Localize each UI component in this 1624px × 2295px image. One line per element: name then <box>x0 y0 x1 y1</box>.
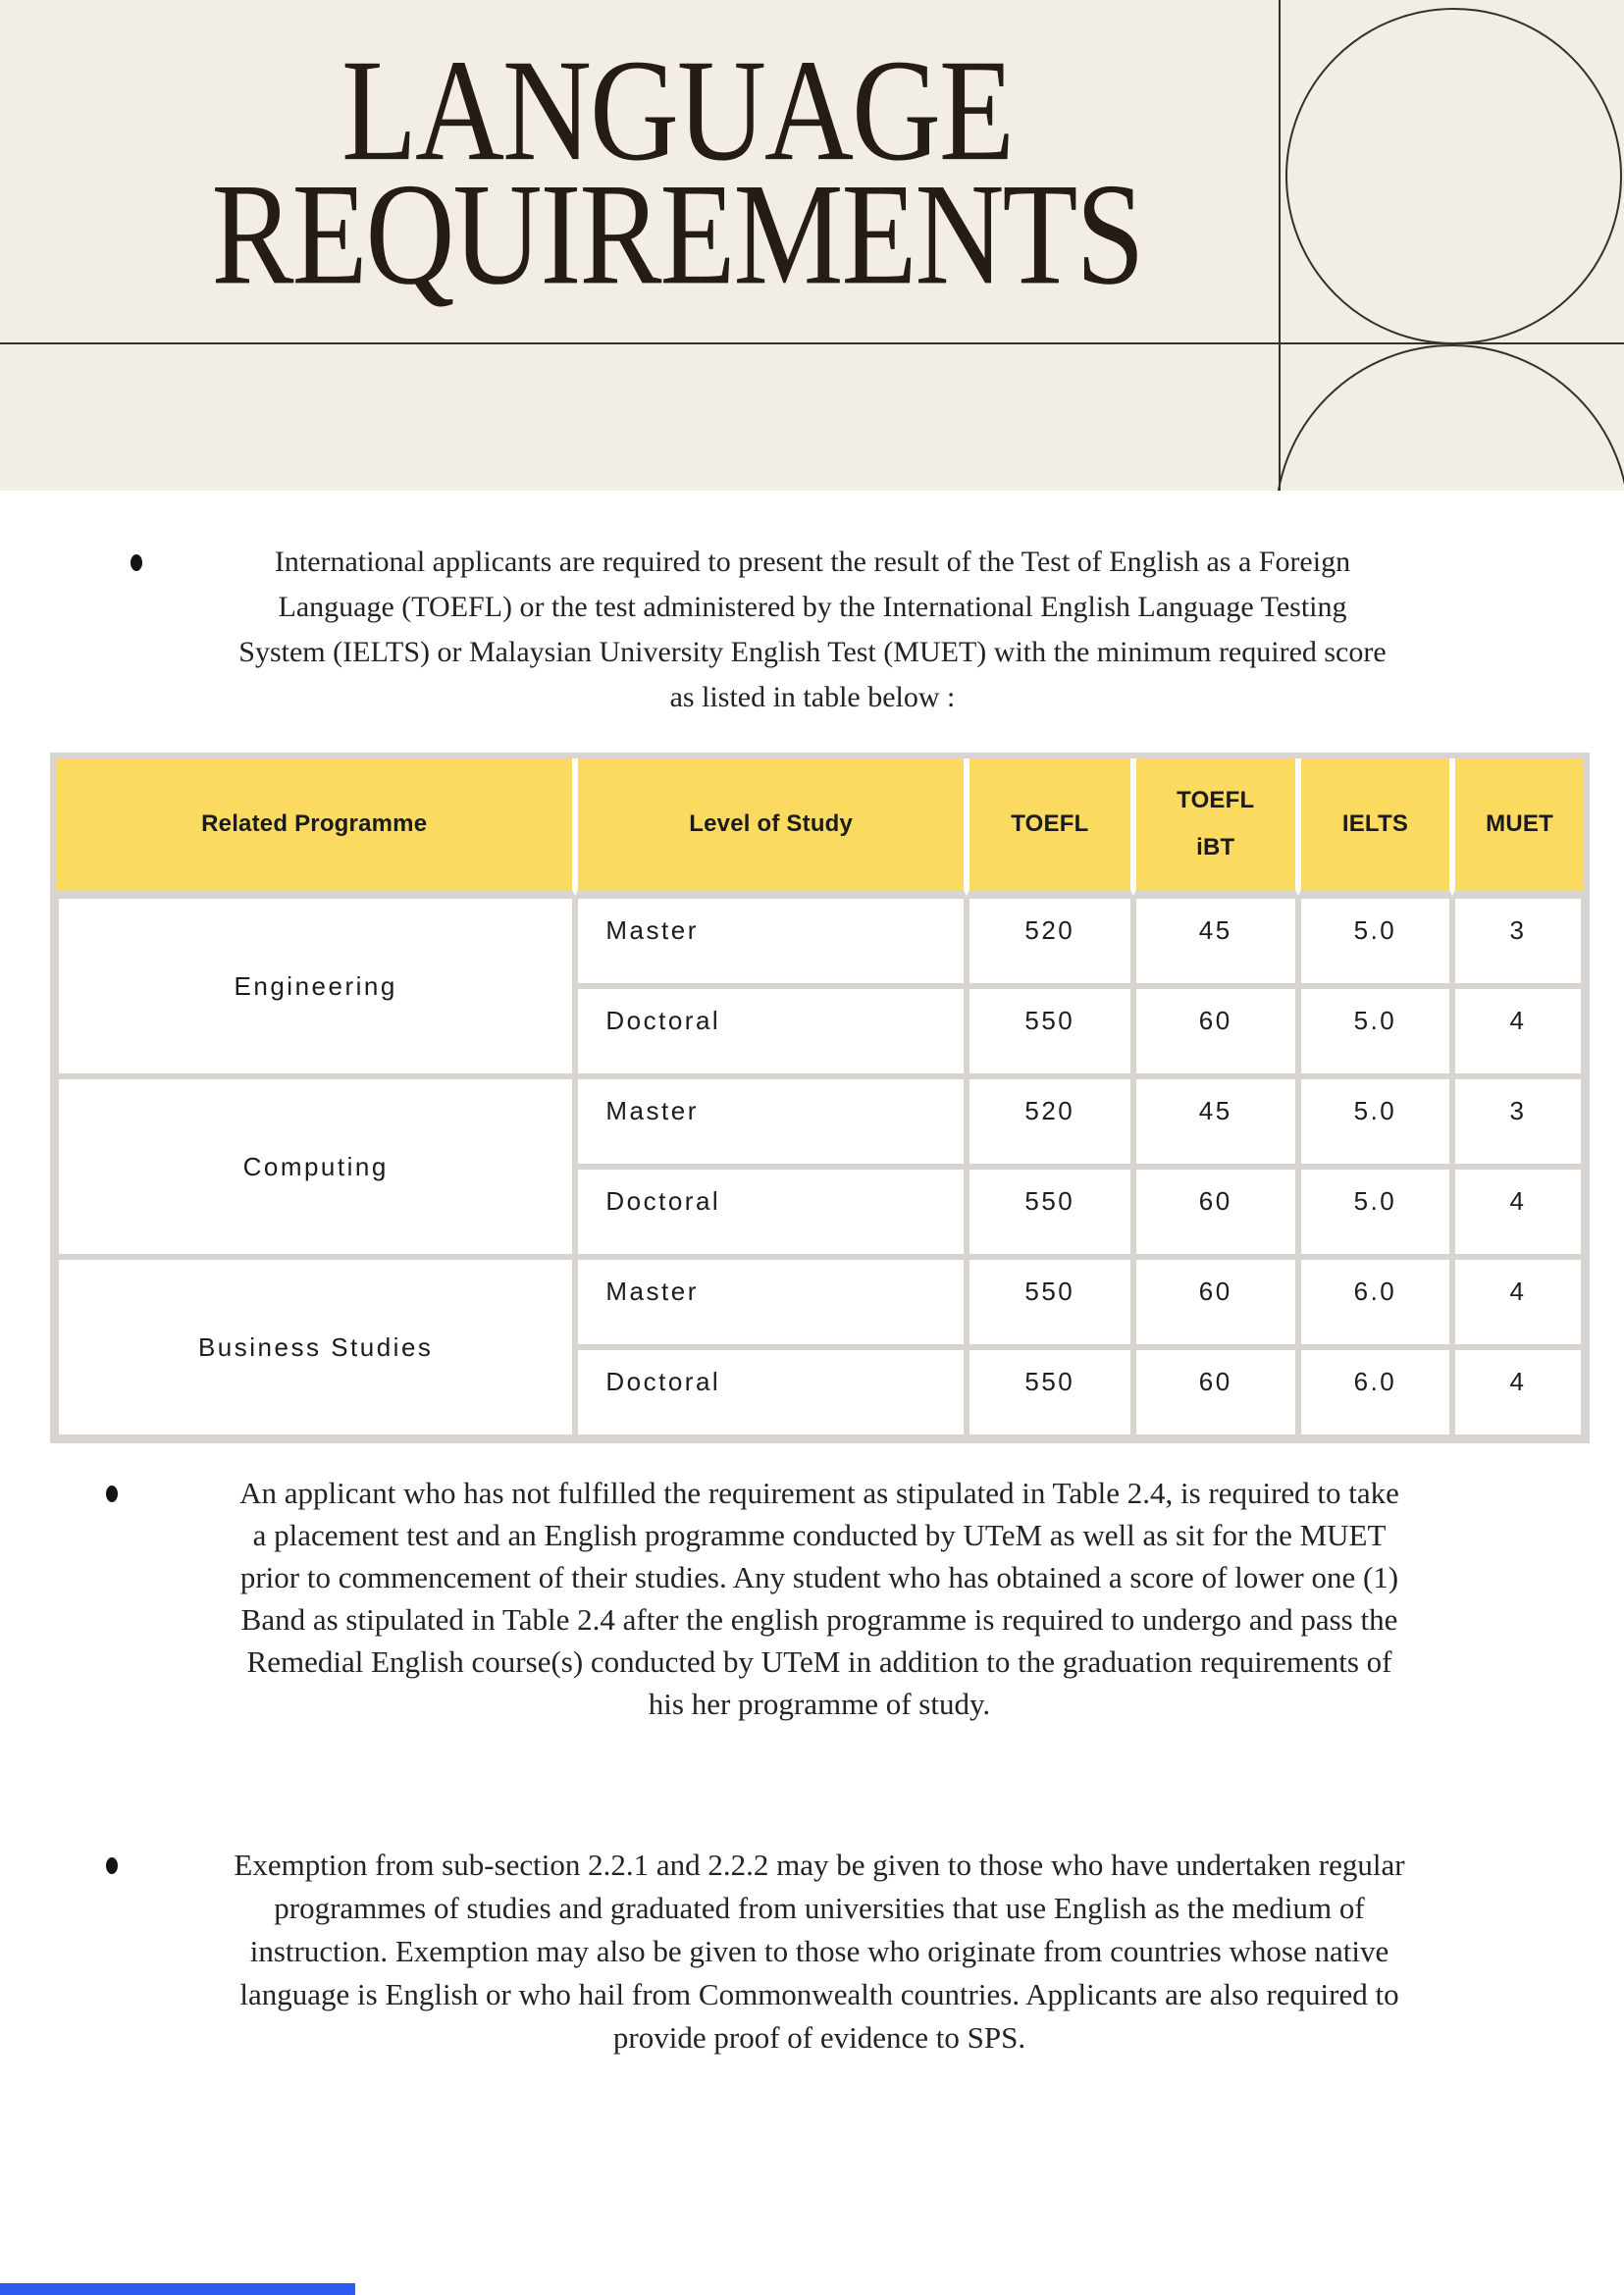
cell-ielts: 6.0 <box>1298 1347 1452 1437</box>
cell-muet: 4 <box>1452 986 1584 1076</box>
cell-level: Master <box>575 896 967 986</box>
cell-programme: Computing <box>56 1076 575 1257</box>
header-toefl-ibt-line2: iBT <box>1196 834 1235 861</box>
cell-toefl: 520 <box>967 896 1133 986</box>
cell-toefl-ibt: 60 <box>1133 1347 1298 1437</box>
cell-toefl: 550 <box>967 986 1133 1076</box>
paragraph-line: instruction. Exemption may also be given to those who originate from countries whose native <box>249 1934 1389 1968</box>
cell-ielts: 5.0 <box>1298 1076 1452 1167</box>
paragraph-line: Language (TOEFL) or the test administered by the International English Language Testing <box>278 591 1347 623</box>
cell-toefl-ibt: 45 <box>1133 1076 1298 1167</box>
header-toefl-ibt-line1: TOEFL <box>1177 787 1255 813</box>
cell-toefl-ibt: 45 <box>1133 896 1298 986</box>
header-ielts: IELTS <box>1298 758 1452 896</box>
footer-accent-bar <box>0 2283 355 2295</box>
cell-toefl-ibt: 60 <box>1133 1257 1298 1347</box>
paragraph-line: Exemption from sub-section 2.2.1 and 2.2.2 may be given to those who have undertaken regular <box>234 1848 1405 1882</box>
table-row <box>56 896 1584 986</box>
intro-paragraph <box>116 540 1509 720</box>
paragraph-line: provide proof of evidence to SPS. <box>612 2020 1026 2055</box>
language-requirements-table <box>56 758 1584 1437</box>
paragraph-line: Remedial English course(s) conducted by UTeM in addition to the graduation requirements of <box>246 1644 1392 1679</box>
page-title <box>0 30 1354 316</box>
placement-paragraph <box>93 1472 1545 1725</box>
requirements-table-container <box>50 753 1590 1443</box>
table-header-row <box>56 758 1584 896</box>
table-row <box>56 1076 1584 1167</box>
paragraph-line: International applicants are required to present the result of the Test of English as a Foreign <box>274 546 1351 578</box>
cell-level: Doctoral <box>575 986 967 1076</box>
cell-ielts: 5.0 <box>1298 896 1452 986</box>
cell-ielts: 5.0 <box>1298 986 1452 1076</box>
paragraph-line: as listed in table below : <box>669 681 956 713</box>
paragraph-line: programmes of studies and graduated from universities that use English as the medium of <box>274 1891 1365 1925</box>
cell-toefl: 550 <box>967 1347 1133 1437</box>
cell-muet: 3 <box>1452 896 1584 986</box>
cell-muet: 4 <box>1452 1347 1584 1437</box>
decorative-circle-icon <box>1275 344 1624 491</box>
cell-ielts: 5.0 <box>1298 1167 1452 1257</box>
paragraph-line: prior to commencement of their studies. Any student who has obtained a score of lower one (1) <box>239 1560 1399 1594</box>
cell-toefl: 550 <box>967 1257 1133 1347</box>
cell-programme: Business Studies <box>56 1257 575 1437</box>
cell-programme: Engineering <box>56 896 575 1076</box>
header-level-of-study: Level of Study <box>575 758 967 896</box>
paragraph-line: language is English or who hail from Commonwealth countries. Applicants are also required to <box>239 1977 1399 2011</box>
cell-muet: 4 <box>1452 1167 1584 1257</box>
table-row <box>56 1257 1584 1347</box>
header-toefl-ibt <box>1133 758 1298 896</box>
paragraph-line: a placement test and an English programme conducted by UTeM as well as sit for the MUET <box>252 1518 1387 1552</box>
cell-toefl: 520 <box>967 1076 1133 1167</box>
cell-ielts: 6.0 <box>1298 1257 1452 1347</box>
exemption-paragraph <box>93 1844 1545 2060</box>
paragraph-line: his her programme of study. <box>648 1687 991 1721</box>
cell-level: Master <box>575 1076 967 1167</box>
horizontal-rule <box>0 342 1624 344</box>
cell-level: Master <box>575 1257 967 1347</box>
cell-muet: 3 <box>1452 1076 1584 1167</box>
cell-level: Doctoral <box>575 1347 967 1437</box>
cell-muet: 4 <box>1452 1257 1584 1347</box>
cell-level: Doctoral <box>575 1167 967 1257</box>
page-title-line1: LANGUAGE <box>341 30 1013 192</box>
header-muet: MUET <box>1452 758 1584 896</box>
vertical-rule <box>1279 0 1281 491</box>
paragraph-line: System (IELTS) or Malaysian University English Test (MUET) with the minimum required score <box>238 636 1387 668</box>
page-title-line2: REQUIREMENTS <box>211 154 1143 316</box>
cell-toefl: 550 <box>967 1167 1133 1257</box>
paragraph-line: Band as stipulated in Table 2.4 after the english programme is required to undergo and pass the <box>240 1602 1398 1637</box>
paragraph-line: An applicant who has not fulfilled the requirement as stipulated in Table 2.4, is required to take <box>239 1476 1399 1510</box>
decorative-circle-icon <box>1285 8 1622 344</box>
page-header <box>0 0 1624 491</box>
cell-toefl-ibt: 60 <box>1133 986 1298 1076</box>
header-toefl: TOEFL <box>967 758 1133 896</box>
cell-toefl-ibt: 60 <box>1133 1167 1298 1257</box>
header-related-programme: Related Programme <box>56 758 575 896</box>
